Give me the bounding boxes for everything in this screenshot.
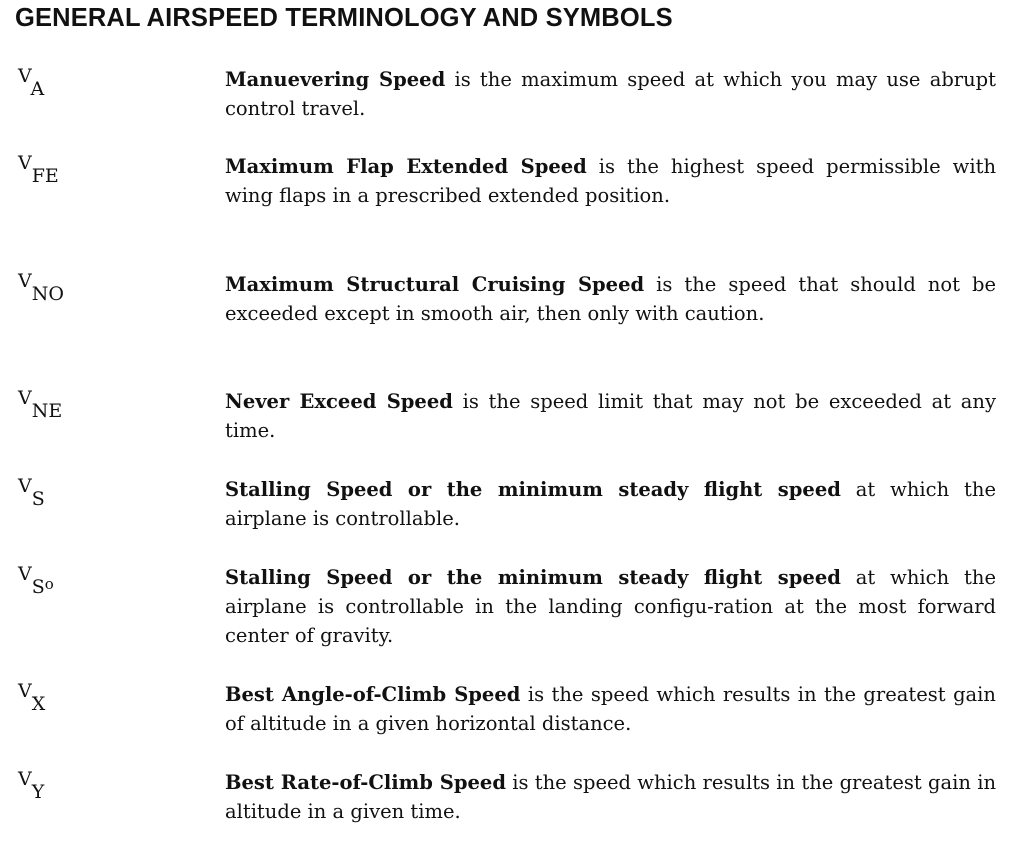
term-definition — [225, 387, 996, 445]
term-definition — [225, 65, 996, 123]
term-description: is the maximum speed at which you may use abrupt control travel. — [225, 68, 996, 120]
term-name: Stalling Speed or the minimum steady flight speed — [225, 478, 841, 501]
airspeed-symbol — [18, 768, 45, 803]
symbol-subscript: Y — [31, 781, 45, 803]
term-definition — [225, 768, 996, 826]
term-description: is the speed which results in the greatest gain of altitude in a given horizontal distance. — [225, 683, 996, 735]
symbol-subscript: NO — [31, 283, 64, 305]
symbol-letter: V — [18, 387, 32, 409]
page-title: GENERAL AIRSPEED TERMINOLOGY AND SYMBOLS — [15, 4, 673, 32]
term-definition — [225, 475, 996, 533]
airspeed-symbol — [18, 563, 54, 598]
symbol-sub-subscript: o — [44, 575, 54, 593]
term-definition — [225, 270, 996, 328]
symbol-letter: V — [18, 768, 32, 790]
term-name: Best Angle-of-Climb Speed — [225, 683, 521, 706]
symbol-subscript: NE — [31, 400, 63, 422]
symbol-subscript: X — [31, 693, 46, 715]
term-name: Maximum Structural Cruising Speed — [225, 273, 645, 296]
term-definition — [225, 680, 996, 738]
airspeed-symbol — [18, 270, 64, 305]
term-name: Manuevering Speed — [225, 68, 446, 91]
term-name: Best Rate-of-Climb Speed — [225, 771, 506, 794]
term-description: is the speed which results in the greatest gain in altitude in a given time. — [225, 771, 997, 823]
symbol-subscript: S — [31, 576, 45, 598]
term-definition — [225, 563, 996, 650]
symbol-letter: V — [18, 563, 32, 585]
symbol-subscript: A — [30, 78, 45, 100]
term-description: at which the airplane is controllable in the landing configu-ration at the most forward center of gravity. — [225, 566, 996, 647]
airspeed-symbol — [18, 387, 63, 422]
term-description: is the speed limit that may not be exceeded at any time. — [225, 390, 996, 442]
term-name: Maximum Flap Extended Speed — [225, 155, 587, 178]
symbol-letter: V — [18, 65, 31, 87]
term-definition — [225, 152, 996, 210]
term-name: Never Exceed Speed — [225, 390, 453, 413]
term-description: is the speed that should not be exceeded except in smooth air, then only with caution. — [225, 273, 996, 325]
symbol-subscript: FE — [31, 165, 59, 187]
symbol-letter: V — [18, 680, 32, 702]
term-name: Stalling Speed or the minimum steady flight speed — [225, 566, 841, 589]
symbol-subscript: S — [31, 488, 45, 510]
airspeed-symbol — [18, 65, 45, 100]
symbol-letter: V — [18, 475, 32, 497]
airspeed-symbol — [18, 152, 59, 187]
airspeed-symbol — [18, 475, 45, 510]
symbol-letter: V — [18, 270, 32, 292]
term-description: at which the airplane is controllable. — [225, 478, 996, 530]
term-description: is the highest speed permissible with wing flaps in a prescribed extended position. — [225, 155, 996, 207]
symbol-letter: V — [18, 152, 32, 174]
airspeed-symbol — [18, 680, 46, 715]
